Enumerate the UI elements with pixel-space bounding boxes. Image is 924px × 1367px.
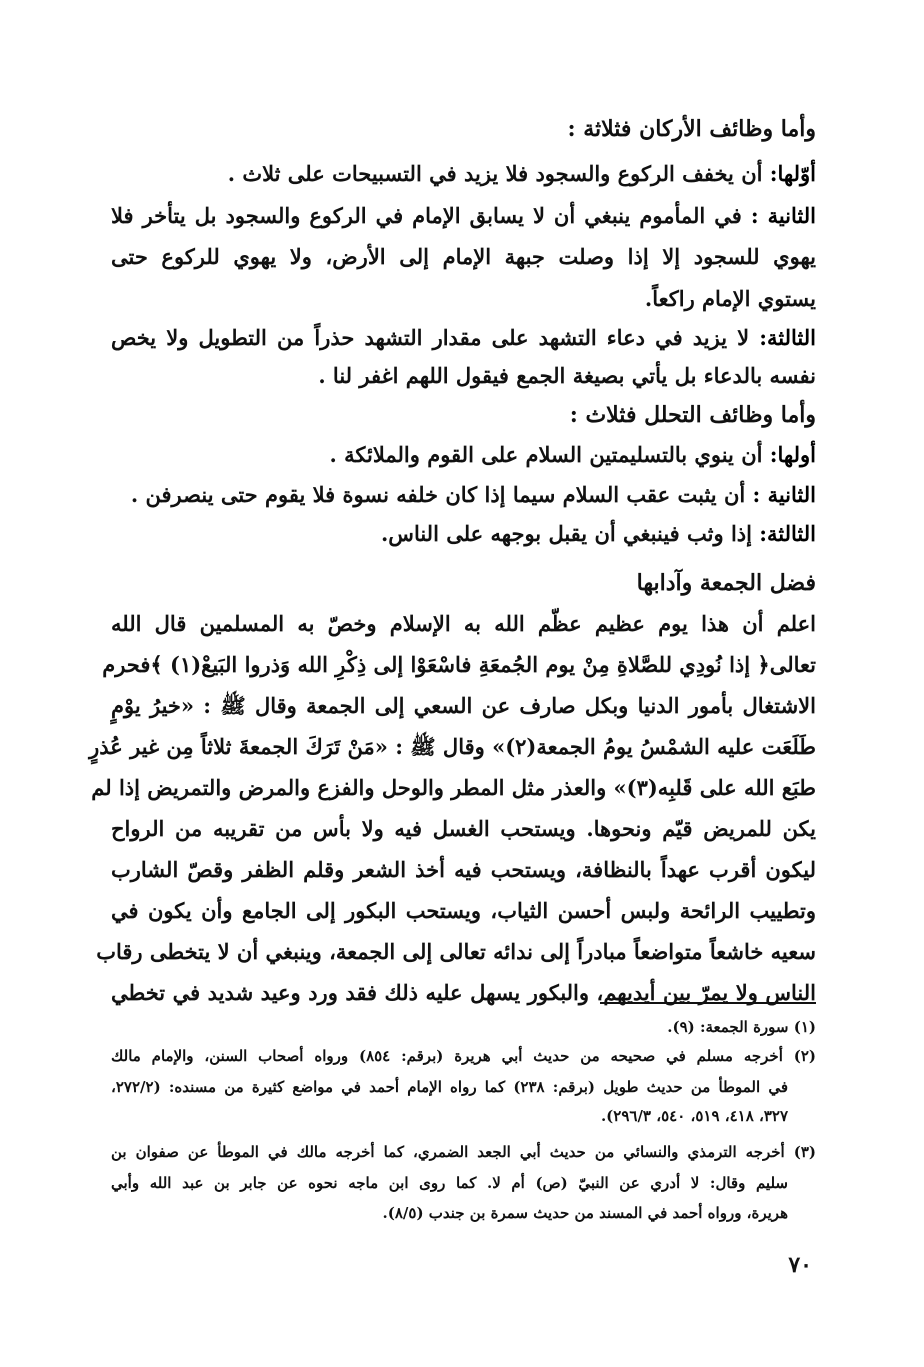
- item-lead: أوّلها:: [769, 161, 816, 186]
- section-heading-closing: وأما وظائف التحلل فثلاث :: [569, 402, 816, 428]
- item-lead: الثانية :: [752, 482, 816, 507]
- section-title-friday: فضل الجمعة وآدابها: [636, 570, 816, 596]
- paragraph-line: طَلَعَت عليه الشمْسُ يومُ الجمعة(٢)» وقال ﷺ : «مَنْ تَرَكَ الجمعةَ ثلاثاً مِن غير عُذرٍ: [89, 734, 816, 759]
- paragraph-line: الاشتغال بأمور الدنيا وبكل صارف عن السعي إلى الجمعة وقال ﷺ : «خيرُ يوْمٍ: [111, 693, 816, 718]
- paragraph-line: [111, 203, 816, 228]
- item-text: أن يخفف الركوع والسجود فلا يزيد في التسبيحات على ثلاث .: [227, 161, 763, 186]
- footnote-2: (٢) أخرجه مسلم في صحيحه من حديث أبي هريرة (برقم: ٨٥٤) ورواه أصحاب السنن، والإمام مالك: [111, 1047, 817, 1065]
- item-text: في المأموم ينبغي أن لا يسابق الإمام في الركوع والسجود بل يتأخر فلا: [111, 203, 742, 228]
- paragraph-line: الناس ولا يمرّ بين أيديهم، والبكور يسهل عليه ذلك فقد ورد وعيد شديد في تخطي: [111, 980, 816, 1005]
- paragraph-line: نفسه بالدعاء بل يأتي بصيغة الجمع فيقول اللهم اغفر لنا .: [318, 363, 816, 388]
- paragraph-line: [111, 161, 816, 186]
- item-lead: الثالثة:: [759, 325, 816, 350]
- item-text: لا يزيد في دعاء التشهد على مقدار التشهد حذراً من التطويل ولا يخص: [111, 325, 750, 350]
- footnote-2-cont: ٣٢٧، ٤١٨، ٥١٩، ٥٤٠، ٢٩٦/٣).: [600, 1107, 788, 1125]
- footnote-1: (١) سورة الجمعة: (٩).: [667, 1018, 816, 1036]
- paragraph-line: ليكون أقرب عهداً بالنظافة، ويستحب فيه أخذ الشعر وقلم الظفر وقصّ الشارب: [111, 857, 816, 882]
- item-lead: الثالثة:: [759, 521, 816, 546]
- page-number: ٧٠: [788, 1252, 812, 1278]
- footnote-3-cont: هريرة، ورواه أحمد في المسند من حديث سمرة بن جندب (٨/٥).: [382, 1204, 788, 1222]
- paragraph-line: اعلم أن هذا يوم عظيم عظّم الله به الإسلام وخصّ به المسلمين قال الله: [111, 611, 816, 636]
- item-lead: أولها:: [769, 442, 816, 467]
- paragraph-line: سعيه خاشعاً متواضعاً مبادراً إلى ندائه تعالى إلى الجمعة، وينبغي أن لا يتخطى رقاب: [96, 939, 816, 964]
- item-text: أن ينوي بالتسليمتين السلام على القوم والملائكة .: [329, 442, 763, 467]
- paragraph-line: يهوي للسجود إلا إذا وصلت جبهة الإمام إلى الأرض، ولا يهوي للركوع حتى: [111, 244, 816, 269]
- paragraph-line: يستوي الإمام راكعاً.: [644, 286, 816, 311]
- paragraph-line: يكن للمريض قيّم ونحوها. ويستحب الغسل فيه ولا بأس من تقريبه من الرواح: [111, 816, 816, 841]
- item-text: أن يثبت عقب السلام سيما إذا كان خلفه نسوة فلا يقوم حتى ينصرفن .: [130, 482, 746, 507]
- footnote-3: (٣) أخرجه الترمذي والنسائي من حديث أبي الجعد الضمري، كما أخرجه مالك في الموطأ عن صفوان بن: [111, 1143, 816, 1161]
- footnote-divider: [600, 1002, 816, 1004]
- item-text: إذا وثب فينبغي أن يقبل بوجهه على الناس.: [381, 521, 752, 546]
- paragraph-line: [111, 521, 816, 546]
- footnote-3-cont: سليم وقال: لا أدري عن النبيّ (ص) أم لا. كما روى ابن ماجه نحوه عن جابر بن عبد الله وأبي: [111, 1174, 788, 1192]
- paragraph-line: طبَع الله على قَلبِه(٣)» والعذر مثل المطر والوحل والفزع والمرض والتمريض إذا لم: [91, 775, 816, 800]
- section-heading-pillars: وأما وظائف الأركان فثلاثة :: [567, 116, 816, 142]
- item-lead: الثانية :: [750, 203, 816, 228]
- paragraph-line: [111, 482, 816, 507]
- paragraph-line: [111, 442, 816, 467]
- footnote-2-cont: في الموطأ من حديث طويل (برقم: ٢٣٨) كما رواه الإمام أحمد في مواضع كثيرة من مسنده: (٢٧٢/٢،: [111, 1078, 788, 1096]
- paragraph-line: تعالى﴿ إذا نُودِي للصَّلاةِ مِنْ يوم الجُمعَةِ فاسْعَوْا إلى ذِكْرِ الله وَذروا البَيعْ(١) ﴾فحرم: [102, 652, 816, 677]
- paragraph-line: [111, 325, 816, 350]
- paragraph-line: وتطييب الرائحة ولبس أحسن الثياب، ويستحب البكور إلى الجامع وأن يكون في: [111, 898, 816, 923]
